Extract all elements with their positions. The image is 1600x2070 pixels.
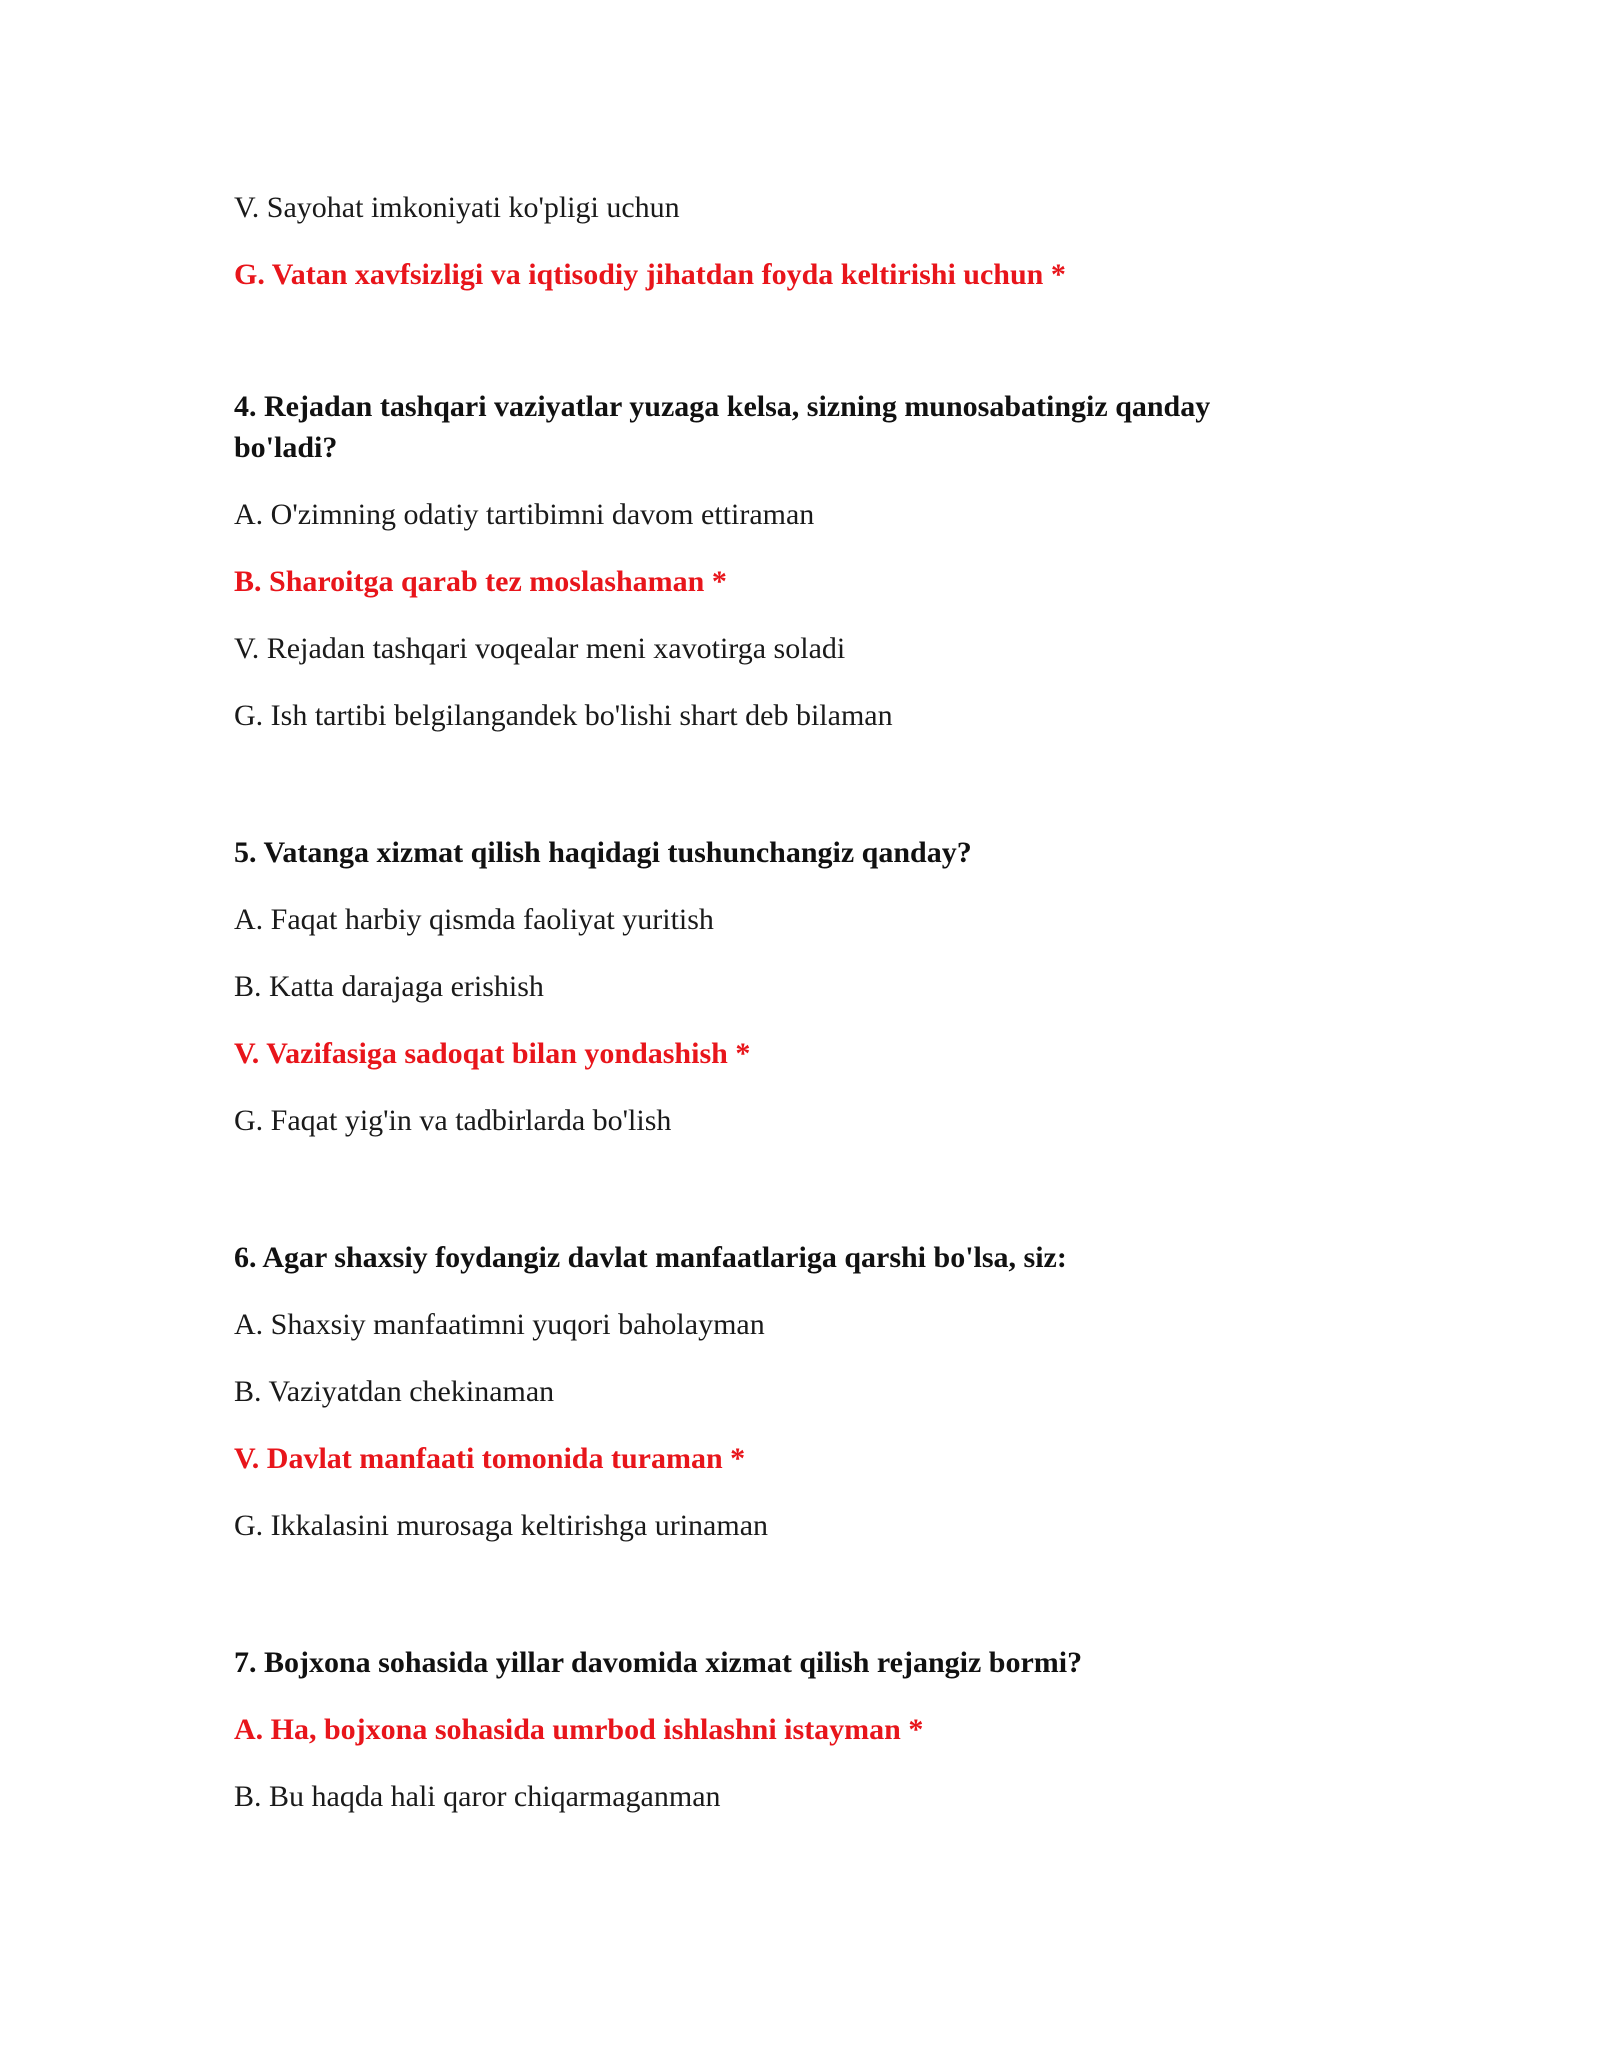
- q4-option-g: G. Ish tartibi belgilangandek bo'lishi shart deb bilaman: [234, 699, 893, 732]
- q7-option-a-correct: A. Ha, bojxona sohasida umrbod ishlashni istayman *: [234, 1713, 924, 1746]
- q6-option-a: A. Shaxsiy manfaatimni yuqori baholayman: [234, 1308, 765, 1341]
- q6-option-b: B. Vaziyatdan chekinaman: [234, 1375, 555, 1408]
- q6-option-g: G. Ikkalasini murosaga keltirishga urinaman: [234, 1509, 769, 1542]
- q3-option-g-correct: G. Vatan xavfsizligi va iqtisodiy jihatdan foyda keltirishi uchun *: [234, 258, 1066, 291]
- question-7: 7. Bojxona sohasida yillar davomida xizmat qilish rejangiz bormi?: [234, 1646, 1083, 1679]
- q5-option-g: G. Faqat yig'in va tadbirlarda bo'lish: [234, 1104, 672, 1137]
- question-6: 6. Agar shaxsiy foydangiz davlat manfaatlariga qarshi bo'lsa, siz:: [234, 1241, 1067, 1274]
- q4-option-a: A. O'zimning odatiy tartibimni davom ettiraman: [234, 498, 815, 531]
- q5-option-v-correct: V. Vazifasiga sadoqat bilan yondashish *: [234, 1037, 751, 1070]
- question-4: 4. Rejadan tashqari vaziyatlar yuzaga kelsa, sizning munosabatingiz qanday bo'ladi?: [234, 390, 1211, 464]
- q3-option-v: V. Sayohat imkoniyati ko'pligi uchun: [234, 191, 680, 224]
- q4-option-b-correct: B. Sharoitga qarab tez moslashaman *: [234, 565, 727, 598]
- q4-option-v: V. Rejadan tashqari voqealar meni xavotirga soladi: [234, 632, 846, 665]
- q6-option-v-correct: V. Davlat manfaati tomonida turaman *: [234, 1442, 746, 1475]
- q7-option-b: B. Bu haqda hali qaror chiqarmaganman: [234, 1780, 721, 1813]
- q5-option-a: A. Faqat harbiy qismda faoliyat yuritish: [234, 903, 714, 936]
- question-5: 5. Vatanga xizmat qilish haqidagi tushunchangiz qanday?: [234, 836, 972, 869]
- q5-option-b: B. Katta darajaga erishish: [234, 970, 544, 1003]
